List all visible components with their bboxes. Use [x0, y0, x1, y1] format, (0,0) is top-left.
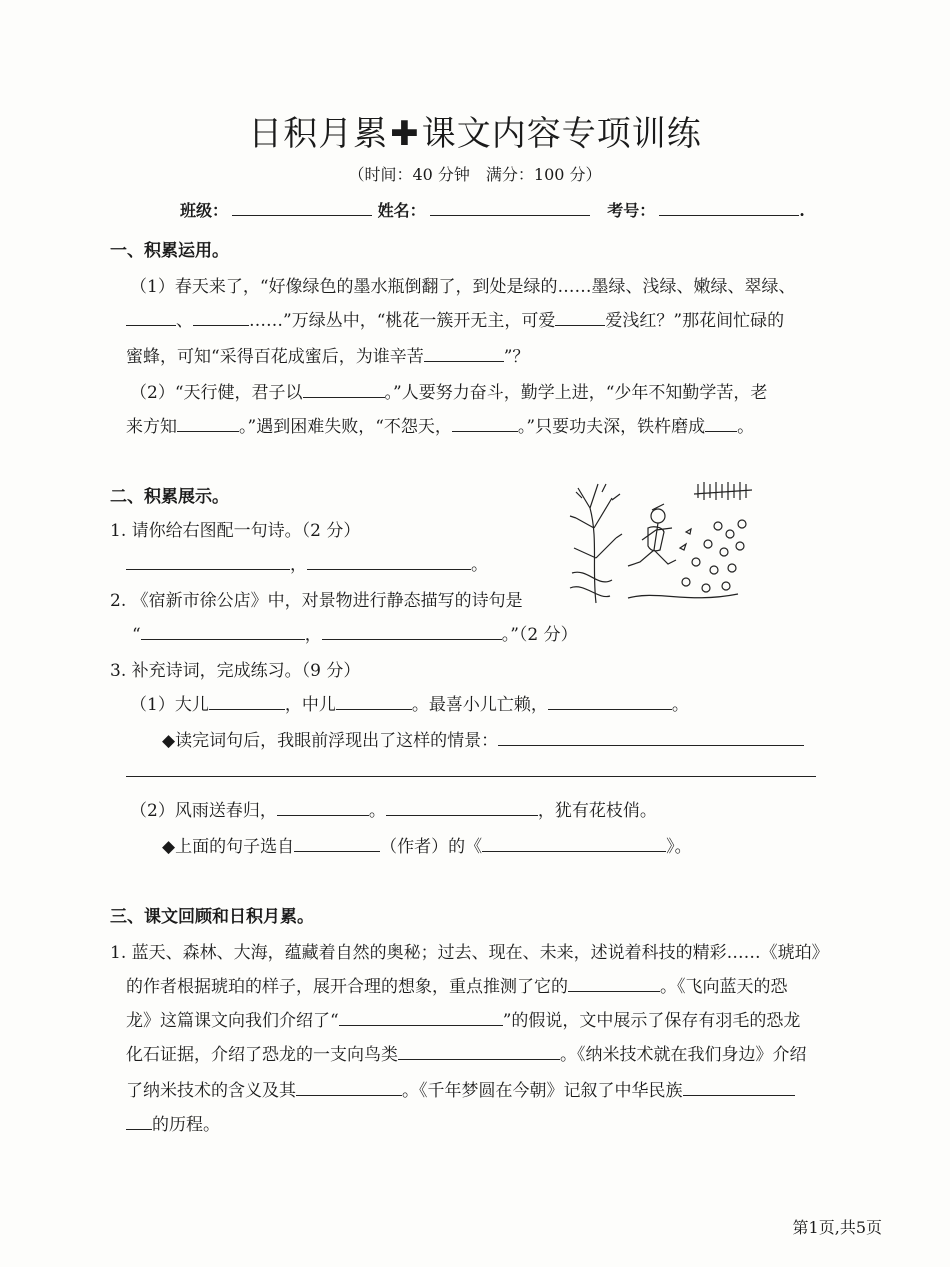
s1-q2-line1: （2）“天行健，君子以 。”人要努力奋斗，勤学上进，“少年不知勤学苦，老	[130, 383, 768, 403]
class-field[interactable]	[232, 200, 372, 216]
exam-info: （时间：40 分钟 满分：100 分）	[348, 165, 602, 184]
answer-blank[interactable]	[482, 836, 666, 852]
section2-heading: 二、积累展示。	[110, 487, 229, 507]
student-info-row	[180, 198, 805, 221]
answer-blank[interactable]	[398, 1044, 560, 1060]
s3-line3: 龙》这篇课文向我们介绍了“ ”的假说，文中展示了保存有羽毛的恐龙	[126, 1011, 801, 1031]
answer-blank[interactable]	[322, 624, 502, 640]
s2-q1-answer: ， 。	[126, 550, 488, 575]
name-field[interactable]	[430, 200, 590, 216]
title-part-a: 日积月累	[248, 114, 389, 154]
exam-no-field[interactable]	[659, 200, 799, 216]
answer-blank[interactable]	[277, 800, 369, 816]
answer-blank[interactable]	[296, 1080, 402, 1096]
s2-q3: 3. 补充诗词，完成练习。（9 分）	[110, 661, 361, 681]
s1-q1-line2: 、 ……”万绿丛中，“桃花一簇开无主，可爱 爱浅红？”那花间忙碌的	[126, 306, 784, 331]
s3-line1: 1. 蓝天、森林、大海，蕴藏着自然的奥秘；过去、现在、未来，述说着科技的精彩……《琥珀》	[110, 943, 829, 963]
section1-heading: 一、积累运用。	[110, 241, 229, 261]
s2-q3-1: （1）大儿 ，中儿 。最喜小儿亡赖， 。	[130, 695, 689, 715]
name-label: 姓名：	[377, 201, 426, 220]
answer-blank[interactable]	[177, 416, 239, 432]
answer-blank[interactable]	[209, 694, 285, 710]
page-number: 第1页,共5页	[792, 1218, 882, 1237]
title-part-b: 课文内容专项训练	[421, 114, 702, 154]
answer-blank[interactable]	[498, 730, 804, 746]
s2-q3-1-note: ◆读完词句后，我眼前浮现出了这样的情景：	[162, 726, 804, 751]
s2-q3-2-note: ◆上面的句子选自 （作者）的《 》。	[162, 837, 692, 857]
s3-line6: 的历程。	[126, 1110, 220, 1135]
answer-blank[interactable]	[705, 416, 737, 432]
answer-blank[interactable]	[126, 554, 290, 570]
s3-line2: 的作者根据琥珀的样子，展开合理的想象，重点推测了它的 。《飞向蓝天的恐	[126, 977, 788, 997]
s2-q1: 1. 请你给右图配一句诗。（2 分）	[110, 521, 361, 541]
s1-q1-line1: （1）春天来了，“好像绿色的墨水瓶倒翻了，到处是绿的……墨绿、浅绿、嫩绿、翠绿、	[130, 277, 796, 297]
exam-no-label: 考号：	[607, 201, 656, 220]
page-title	[0, 106, 950, 155]
answer-blank[interactable]	[303, 382, 385, 398]
s1-q2-line2: 来方知 。”遇到困难失败，“不怨天， 。”只要功夫深，铁杵磨成 。	[126, 417, 755, 437]
answer-blank[interactable]	[452, 416, 518, 432]
answer-blank[interactable]	[336, 694, 412, 710]
answer-blank[interactable]	[555, 310, 605, 326]
s3-line4: 化石证据，介绍了恐龙的一支向鸟类 。《纳米技术就在我们身边》介绍	[126, 1045, 807, 1065]
section3-heading: 三、课文回顾和日积月累。	[110, 907, 314, 927]
s3-line5: 了纳米技术的含义及其 。《千年梦圆在今朝》记叙了中华民族	[126, 1076, 795, 1101]
answer-line[interactable]	[126, 776, 816, 777]
answer-blank[interactable]	[126, 1114, 152, 1130]
answer-blank[interactable]	[386, 800, 538, 816]
plus-icon: ✚	[390, 114, 420, 154]
answer-blank[interactable]	[141, 624, 305, 640]
s2-q2: 2. 《宿新市徐公店》中，对景物进行静态描写的诗句是	[110, 591, 523, 611]
s1-q1-line3: 蜜蜂，可知“采得百花成蜜后，为谁辛苦 ”？	[126, 347, 530, 367]
exam-no-end: .	[799, 201, 805, 220]
illustration-child-chasing-butterfly	[568, 478, 758, 608]
answer-blank[interactable]	[193, 310, 249, 326]
class-label: 班级：	[180, 201, 229, 220]
answer-blank[interactable]	[568, 976, 660, 992]
answer-blank[interactable]	[548, 694, 672, 710]
answer-blank[interactable]	[294, 836, 380, 852]
s2-q2-answer: “ ， 。”（2 分）	[132, 625, 578, 645]
answer-blank[interactable]	[126, 310, 176, 326]
answer-blank[interactable]	[683, 1080, 795, 1096]
answer-blank[interactable]	[307, 554, 471, 570]
answer-blank[interactable]	[339, 1010, 503, 1026]
answer-blank[interactable]	[424, 346, 504, 362]
s2-q3-2: （2）风雨送春归， 。 ，犹有花枝俏。	[130, 801, 657, 821]
